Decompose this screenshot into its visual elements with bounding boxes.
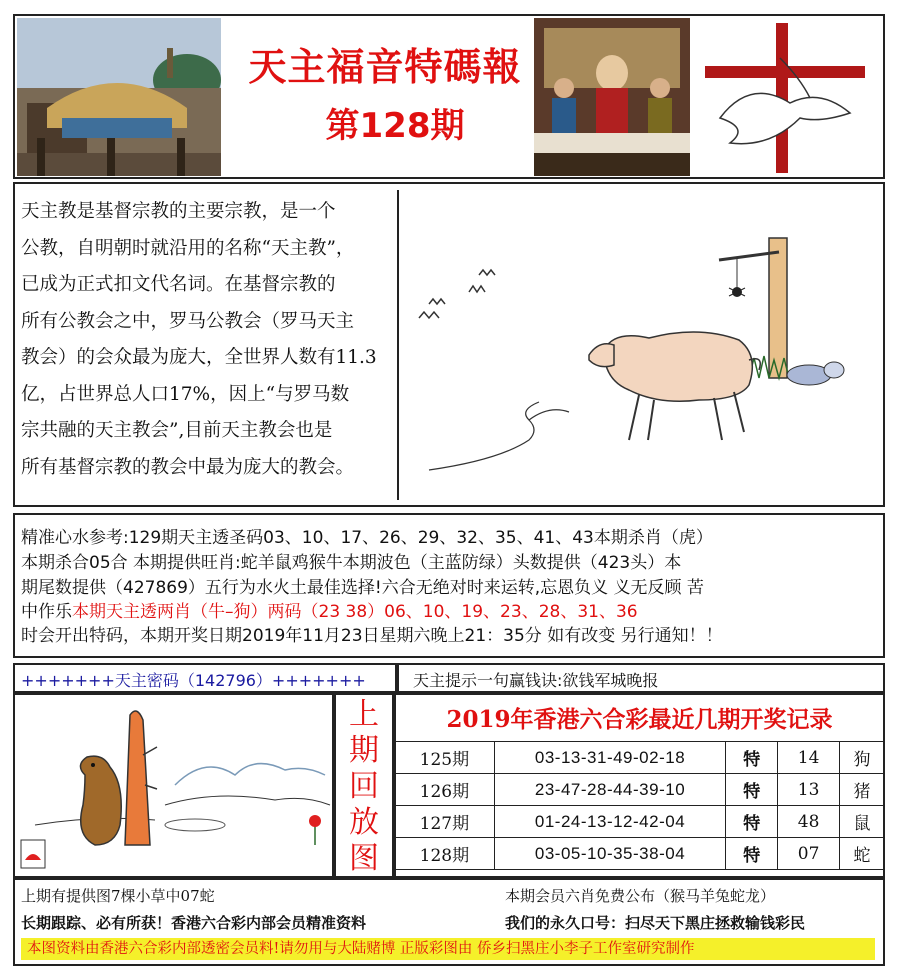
replay-label-panel <box>334 693 394 878</box>
special-number: 07 <box>778 838 840 870</box>
issue-cell: 125期 <box>395 742 495 774</box>
replay-char: 图 <box>349 841 379 876</box>
footer-panel <box>13 878 885 966</box>
replay-label <box>336 697 392 877</box>
replay-sketch-panel <box>13 693 334 878</box>
cross-dove-icon <box>690 18 883 176</box>
footer-slogan: 长期跟踪、必有所获！香港六合彩内部会员精准资料 <box>21 914 367 932</box>
intro-line: 天主教是基督宗教的主要宗教，是一个 <box>21 201 336 222</box>
special-number: 48 <box>778 806 840 838</box>
header-panel <box>13 14 885 179</box>
numbers-cell: 01-24-13-12-42-04 <box>494 806 725 838</box>
pig-illustration-panel <box>397 190 877 500</box>
hint-bar <box>397 663 885 693</box>
intro-text <box>21 194 393 486</box>
zodiac-cell: 蛇 <box>840 838 885 870</box>
page-title: 天主福音特碼報 <box>248 45 522 89</box>
intro-line: 宗共融的天主教会”,目前天主教会也是 <box>21 420 333 441</box>
special-label: 特 <box>726 742 778 774</box>
footer-banner: 本图资料由香港六合彩内部透密会员料!请勿用与大陆赌博 正版彩图由 侨乡扫黑庄小李子工作室研究制作 <box>21 938 875 960</box>
issue-cell: 127期 <box>395 806 495 838</box>
intro-line: 所有基督宗教的教会中最为庞大的教会。 <box>21 456 355 478</box>
secret-code-bar <box>13 663 397 693</box>
tree-animal-sketch <box>15 695 332 876</box>
issue-cell: 128期 <box>395 838 495 870</box>
intro-line: 亿，占世界总人口17%，因上“与罗马数 <box>21 383 350 405</box>
highlight-prediction: 本期天主透两肖（牛–狗）两码（23 38）06、10、19、23、28、31、36 <box>72 602 638 622</box>
special-number: 13 <box>778 774 840 806</box>
intro-line: 所有公教会之中，罗马公教会（罗马天主 <box>21 310 355 332</box>
reference-line: 时会开出特码，本期开奖日期2019年11月23日星期六晚上21：35分 如有改变 另行通知！！ <box>21 626 723 646</box>
secret-code: +++++++天主密码（142796）+++++++ <box>21 671 366 690</box>
results-title: 2019年香港六合彩最近几期开奖记录 <box>446 706 833 733</box>
numbers-cell: 23-47-28-44-39-10 <box>494 774 725 806</box>
table-row <box>395 838 885 870</box>
numbers-cell: 03-05-10-35-38-04 <box>494 838 725 870</box>
reference-panel <box>13 513 885 658</box>
issue-cell: 126期 <box>395 774 495 806</box>
issue-number: 第128期 <box>325 106 465 146</box>
intro-line: 教会）的会众最为庞大，全世界人数有11.3 <box>21 347 377 368</box>
cathedral-image <box>17 18 221 176</box>
last-supper-image <box>534 18 690 176</box>
results-table <box>394 741 885 870</box>
zodiac-cell: 狗 <box>840 742 885 774</box>
zodiac-cell: 鼠 <box>840 806 885 838</box>
lottery-results-panel <box>394 693 885 878</box>
pig-spider-illustration <box>399 190 877 500</box>
reference-text: 中作乐 <box>21 602 72 622</box>
reference-line: 本期杀合05合 本期提供旺肖:蛇羊鼠鸡猴牛本期波色（主蓝防绿）头数提供（423头）本 <box>21 553 682 573</box>
table-row <box>395 774 885 806</box>
hint-text: 天主提示一句赢钱诀:欲钱军城晚报 <box>413 671 659 690</box>
special-label: 特 <box>726 806 778 838</box>
special-label: 特 <box>726 838 778 870</box>
intro-line: 已成为正式扣文代名词。在基督宗教的 <box>21 274 336 295</box>
intro-panel <box>13 182 885 507</box>
replay-char: 回 <box>349 769 379 804</box>
replay-char: 放 <box>349 805 379 840</box>
special-number: 14 <box>778 742 840 774</box>
reference-line: 精准心水参考:129期天主透圣码03、10、17、26、29、32、35、41、43本期杀肖（虎） <box>21 528 713 548</box>
numbers-cell: 03-13-31-49-02-18 <box>494 742 725 774</box>
reference-line-mixed <box>21 597 638 622</box>
footer-member-zodiacs: 本期会员六肖免费公布（猴马羊兔蛇龙） <box>505 887 776 905</box>
replay-char: 期 <box>349 733 379 768</box>
footer-motto: 我们的永久口号：扫尽天下黑庄拯救输钱彩民 <box>505 914 806 932</box>
table-row <box>395 806 885 838</box>
intro-line: 公教，自明朝时就沿用的名称“天主教”， <box>21 237 355 259</box>
table-row <box>395 742 885 774</box>
special-label: 特 <box>726 774 778 806</box>
footer-last-issue: 上期有提供图7棵小草中07蛇 <box>21 887 215 905</box>
replay-char: 上 <box>349 697 379 732</box>
zodiac-cell: 猪 <box>840 774 885 806</box>
reference-line: 期尾数提供（427869）五行为水火土最佳选择!六合无绝对时来运转,忘恩负义 义无反顾 苦 <box>21 578 704 598</box>
